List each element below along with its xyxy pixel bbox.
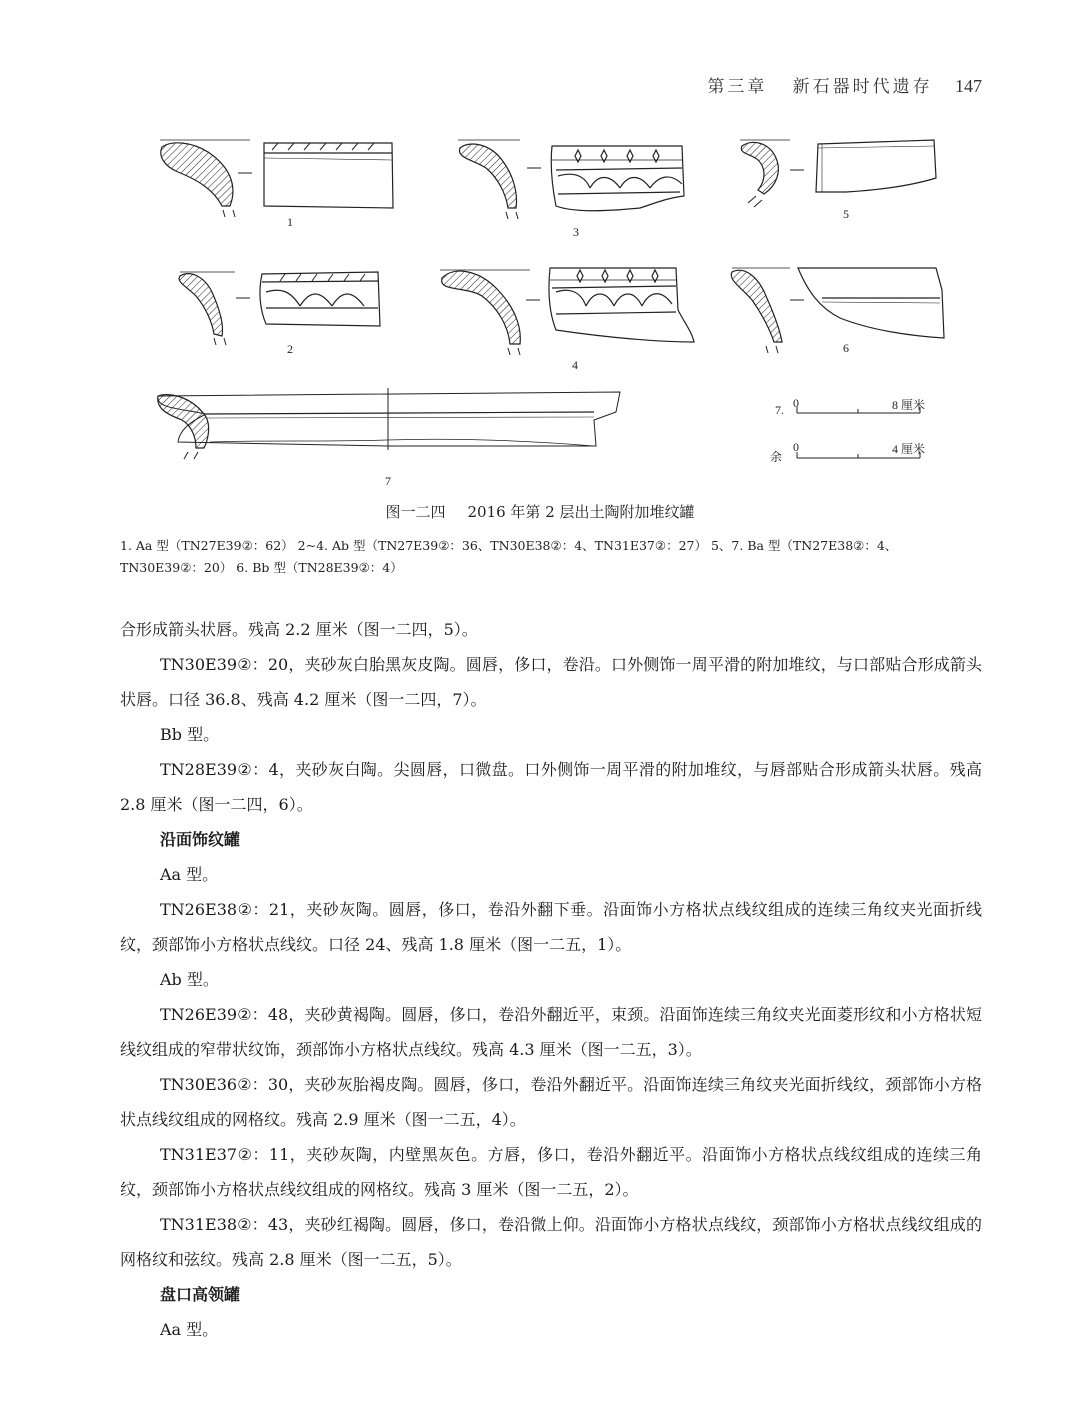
sherd-7-drawing bbox=[158, 388, 620, 459]
scale-rest-max: 4 厘米 bbox=[892, 442, 926, 456]
scale-7-prefix: 7. bbox=[775, 403, 784, 417]
figure-legend-line: 1. Aa 型（TN27E39②：62） 2~4. Ab 型（TN27E39②：36、TN30E38②：4、TN31E37②：27） 5、7. Ba 型（TN27E38②：4、 bbox=[120, 538, 898, 553]
figure-caption-title: 2016 年第 2 层出土陶附加堆纹罐 bbox=[467, 503, 695, 521]
paragraph: TN30E36②：30，夹砂灰胎褐皮陶。圆唇，侈口，卷沿外翻近平。沿面饰连续三角纹夹光面折线纹，颈部饰小方格状点线纹组成的网格纹。残高 2.9 厘米（图一二五，4）。 bbox=[120, 1075, 982, 1129]
paragraph: TN31E38②：43，夹砂红褐陶。圆唇，侈口，卷沿微上仰。沿面饰小方格状点线纹，颈部饰小方格状点线纹组成的网格纹和弦纹。残高 2.8 厘米（图一二五，5）。 bbox=[120, 1215, 982, 1269]
figure-number-6: 6 bbox=[843, 341, 849, 355]
figure-number-2: 2 bbox=[287, 342, 293, 356]
figure-legend-line: TN30E39②：20） 6. Bb 型（TN28E39②：4） bbox=[120, 560, 403, 575]
scale-7-max: 8 厘米 bbox=[892, 398, 926, 412]
paragraph: TN26E39②：48，夹砂黄褐陶。圆唇，侈口，卷沿外翻近平，束颈。沿面饰连续三角纹夹光面菱形纹和小方格状短线纹组成的窄带状纹饰，颈部饰小方格状点线纹。残高 4.3 厘米（图一二五，3）。 bbox=[120, 1005, 982, 1059]
sherd-4-drawing bbox=[440, 268, 694, 355]
figure-caption bbox=[0, 501, 1080, 522]
type-label: Ab 型。 bbox=[160, 970, 219, 989]
paragraph: 合形成箭头状唇。残高 2.2 厘米（图一二四，5）。 bbox=[120, 620, 478, 639]
figure-number-3: 3 bbox=[573, 225, 579, 239]
scale-rest-prefix: 余 bbox=[770, 450, 783, 464]
figure-legend bbox=[120, 535, 990, 579]
paragraph: TN28E39②：4，夹砂灰白陶。尖圆唇，口微盘。口外侧饰一周平滑的附加堆纹，与唇部贴合形成箭头状唇。残高 2.8 厘米（图一二四，6）。 bbox=[120, 760, 982, 814]
chapter-label: 第三章 bbox=[707, 77, 768, 97]
body-text bbox=[120, 612, 982, 1347]
paragraph: TN26E38②：21，夹砂灰陶。圆唇，侈口，卷沿外翻下垂。沿面饰小方格状点线纹组成的连续三角纹夹光面折线纹，颈部饰小方格状点线纹。口径 24、残高 1.8 厘米（图一二五，1）。 bbox=[120, 900, 982, 954]
sherd-1-drawing bbox=[160, 140, 393, 217]
figure-number-1: 1 bbox=[287, 215, 293, 229]
paragraph: TN30E39②：20，夹砂灰白胎黑灰皮陶。圆唇，侈口，卷沿。口外侧饰一周平滑的附加堆纹，与口部贴合形成箭头状唇。口径 36.8、残高 4.2 厘米（图一二四，7）。 bbox=[120, 655, 982, 709]
section-heading: 盘口高领罐 bbox=[160, 1285, 241, 1304]
section-title: 新石器时代遗存 bbox=[792, 77, 933, 97]
paragraph: TN31E37②：11，夹砂灰陶，内壁黑灰色。方唇，侈口，卷沿外翻近平。沿面饰小方格状点线纹组成的连续三角纹，颈部饰小方格状点线纹组成的网格纹。残高 3 厘米（图一二五，2）。 bbox=[120, 1145, 982, 1199]
type-label: Aa 型。 bbox=[160, 865, 219, 884]
pottery-drawings bbox=[0, 0, 1080, 500]
sherd-2-drawing bbox=[179, 272, 380, 345]
figure-number-5: 5 bbox=[843, 207, 849, 221]
figure-number-7: 7 bbox=[385, 474, 391, 488]
type-label: Bb 型。 bbox=[160, 725, 220, 744]
page-number: 147 bbox=[955, 76, 982, 96]
sherd-6-drawing bbox=[731, 268, 944, 353]
figure-caption-id: 图一二四 bbox=[385, 503, 446, 521]
figure-number-4: 4 bbox=[572, 358, 578, 372]
sherd-3-drawing bbox=[458, 140, 684, 219]
sherd-5-drawing bbox=[740, 140, 936, 207]
type-label: Aa 型。 bbox=[160, 1320, 219, 1339]
section-heading: 沿面饰纹罐 bbox=[160, 830, 241, 849]
figure-illustration bbox=[0, 0, 1080, 500]
scale-7-zero: 0 bbox=[793, 396, 799, 410]
scale-rest-zero: 0 bbox=[793, 440, 799, 454]
